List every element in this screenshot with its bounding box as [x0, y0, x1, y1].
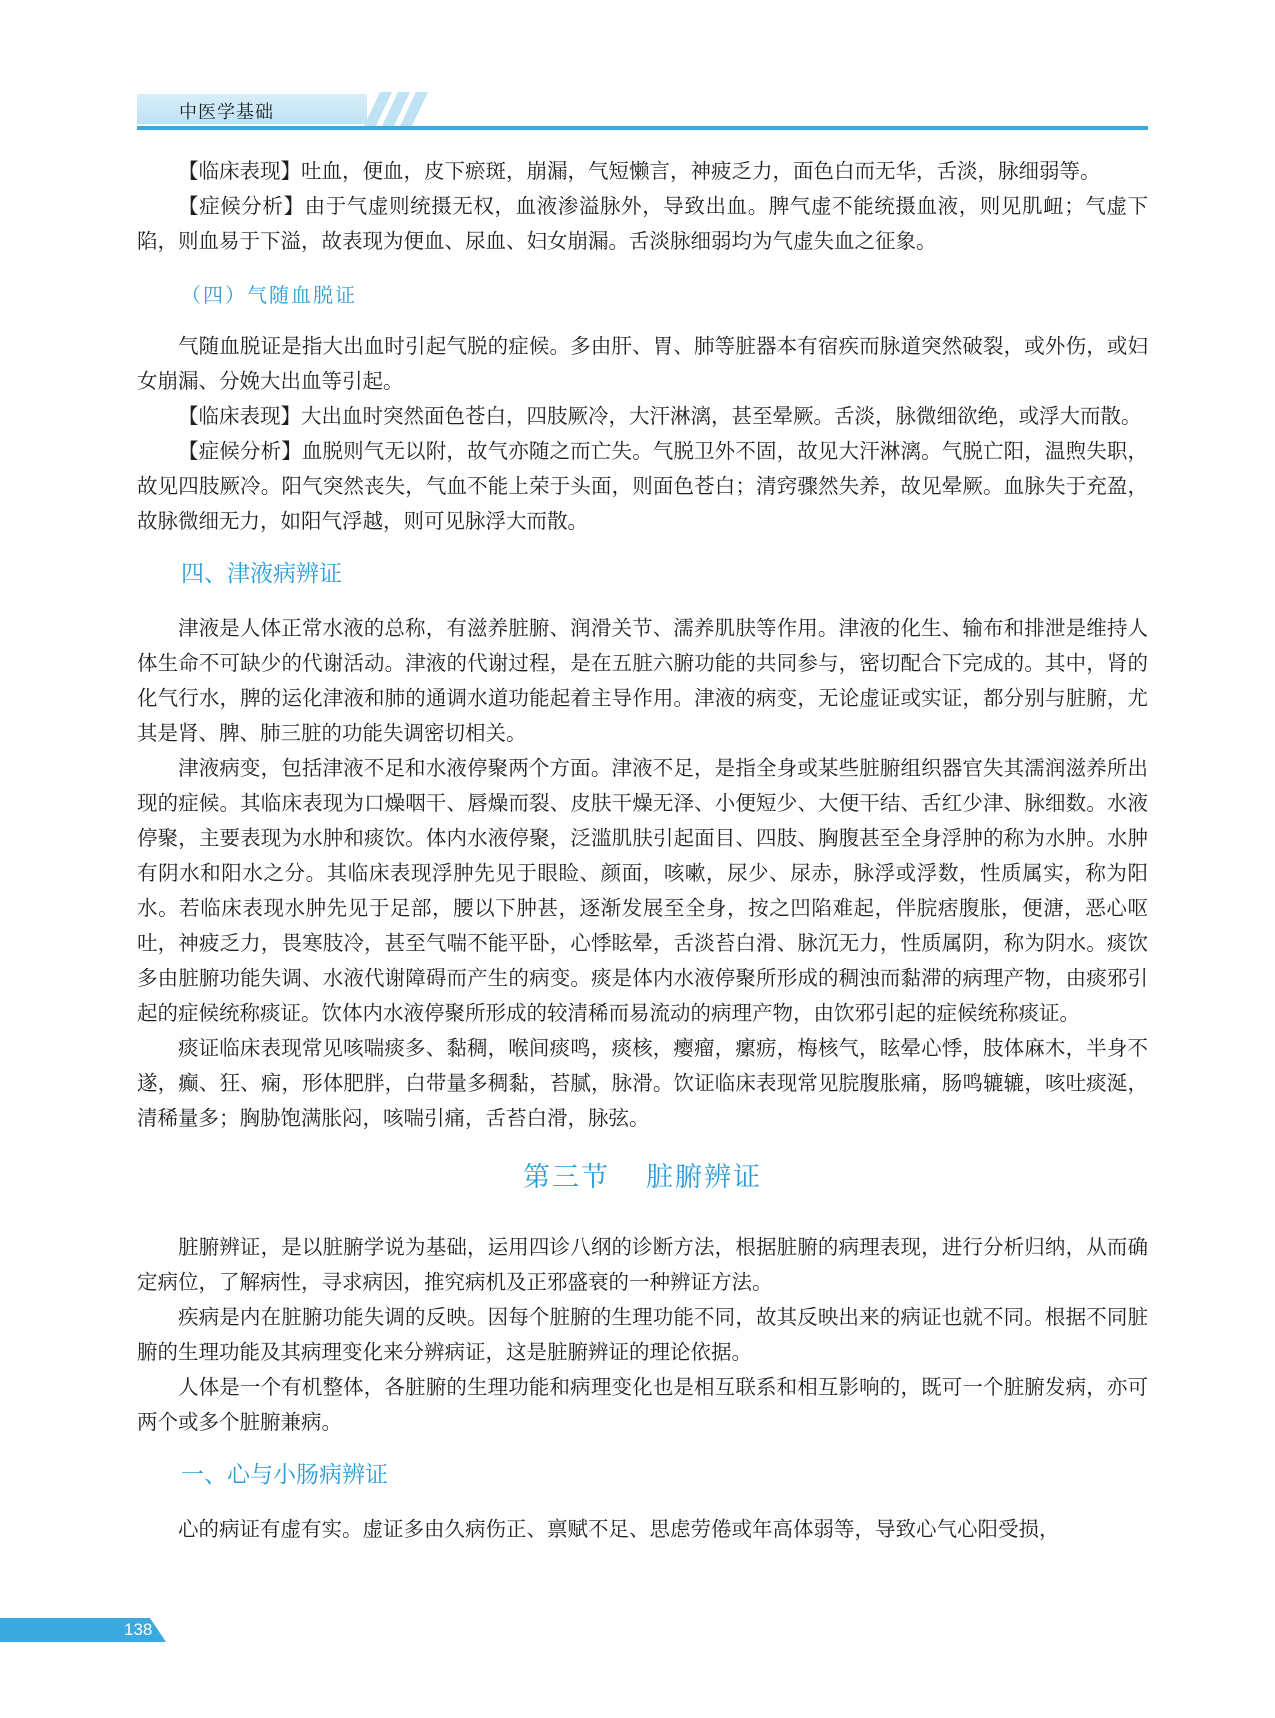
paragraph: 疾病是内在脏腑功能失调的反映。因每个脏腑的生理功能不同，故其反映出来的病证也就不同。根据不同脏腑的生理功能及其病理变化来分辨病证，这是脏腑辨证的理论依据。 [137, 1305, 1148, 1364]
header-stripes-icon [362, 92, 442, 126]
paragraph: 脏腑辨证，是以脏腑学说为基础，运用四诊八纲的诊断方法，根据脏腑的病理表现，进行分析归纳，从而确定病位，了解病性，寻求病因，推究病机及正邪盛衰的一种辨证方法。 [137, 1235, 1148, 1294]
chapter-number: 第三节 [523, 1162, 610, 1193]
running-header [137, 92, 1148, 132]
chapter-heading [137, 1158, 1148, 1198]
paragraph: 人体是一个有机整体，各脏腑的生理功能和病理变化也是相互联系和相互影响的，既可一个脏腑发病，亦可两个或多个脏腑兼病。 [137, 1375, 1148, 1434]
paragraph: 【临床表现】吐血，便血，皮下瘀斑，崩漏，气短懒言，神疲乏力，面色白而无华，舌淡，脉细弱等。 [178, 159, 1101, 183]
paragraph: 气随血脱证是指大出血时引起气脱的症候。多由肝、胃、肺等脏器本有宿疾而脉道突然破裂，或外伤，或妇女崩漏、分娩大出血等引起。 [137, 334, 1148, 393]
chapter-title: 脏腑辨证 [646, 1162, 762, 1193]
paragraph: 【症候分析】由于气虚则统摄无权，血液渗溢脉外，导致出血。脾气虚不能统摄血液，则见肌衄；气虚下陷，则血易于下溢，故表现为便血、尿血、妇女崩漏。舌淡脉细弱均为气虚失血之征象。 [137, 194, 1148, 253]
header-title: 中医学基础 [179, 102, 274, 123]
paragraph: 痰证临床表现常见咳喘痰多、黏稠，喉间痰鸣，痰核，瘿瘤，瘰疬，梅核气，眩晕心悸，肢体麻木，半身不遂，癫、狂、痫，形体肥胖，白带量多稠黏，苔腻，脉滑。饮证临床表现常见脘腹胀痛，肠鸣辘辘，咳吐痰涎，清稀量多；胸胁饱满胀闷，咳喘引痛，舌苔白滑，脉弦。 [137, 1036, 1148, 1130]
page-body [137, 154, 1148, 1547]
paragraph: 心的病证有虚有实。虚证多由久病伤正、禀赋不足、思虑劳倦或年高体弱等，导致心气心阳受损， [178, 1517, 1060, 1541]
paragraph: 【症候分析】血脱则气无以附，故气亦随之而亡失。气脱卫外不固，故见大汗淋漓。气脱亡阳，温煦失职，故见四肢厥冷。阳气突然丧失，气血不能上荣于头面，则面色苍白；清窍骤然失养，故见晕厥。血脉失于充盈，故脉微细无力，如阳气浮越，则可见脉浮大而散。 [137, 439, 1148, 533]
section-heading: 一、心与小肠病辨证 [181, 1462, 388, 1488]
paragraph: 津液是人体正常水液的总称，有滋养脏腑、润滑关节、濡养肌肤等作用。津液的化生、输布和排泄是维持人体生命不可缺少的代谢活动。津液的代谢过程，是在五脏六腑功能的共同参与，密切配合下完成的。其中，肾的化气行水，脾的运化津液和肺的通调水道功能起着主导作用。津液的病变，无论虚证或实证，都分别与脏腑，尤其是肾、脾、肺三脏的功能失调密切相关。 [137, 616, 1148, 745]
sub-heading: （四）气随血脱证 [181, 283, 357, 307]
section-heading: 四、津液病辨证 [181, 561, 342, 587]
header-rule [137, 126, 1148, 130]
paragraph: 津液病变，包括津液不足和水液停聚两个方面。津液不足，是指全身或某些脏腑组织器官失其濡润滋养所出现的症候。其临床表现为口燥咽干、唇燥而裂、皮肤干燥无泽、小便短少、大便干结、舌红少津、脉细数。水液停聚，主要表现为水肿和痰饮。体内水液停聚，泛滥肌肤引起面目、四肢、胸腹甚至全身浮肿的称为水肿。水肿有阴水和阳水之分。其临床表现浮肿先见于眼睑、颜面，咳嗽，尿少、尿赤，脉浮或浮数，性质属实，称为阳水。若临床表现水肿先见于足部，腰以下肿甚，逐渐发展至全身，按之凹陷难起，伴脘痞腹胀，便溏，恶心呕吐，神疲乏力，畏寒肢冷，甚至气喘不能平卧，心悸眩晕，舌淡苔白滑、脉沉无力，性质属阴，称为阴水。痰饮多由脏腑功能失调、水液代谢障碍而产生的病变。痰是体内水液停聚所形成的稠浊而黏滞的病理产物，由痰邪引起的症候统称痰证。饮体内水液停聚所形成的较清稀而易流动的病理产物，由饮邪引起的症候统称痰证。 [137, 756, 1148, 1025]
page-number: 138 [124, 1620, 153, 1639]
paragraph: 【临床表现】大出血时突然面色苍白，四肢厥冷，大汗淋漓，甚至晕厥。舌淡，脉微细欲绝，或浮大而散。 [178, 404, 1142, 428]
